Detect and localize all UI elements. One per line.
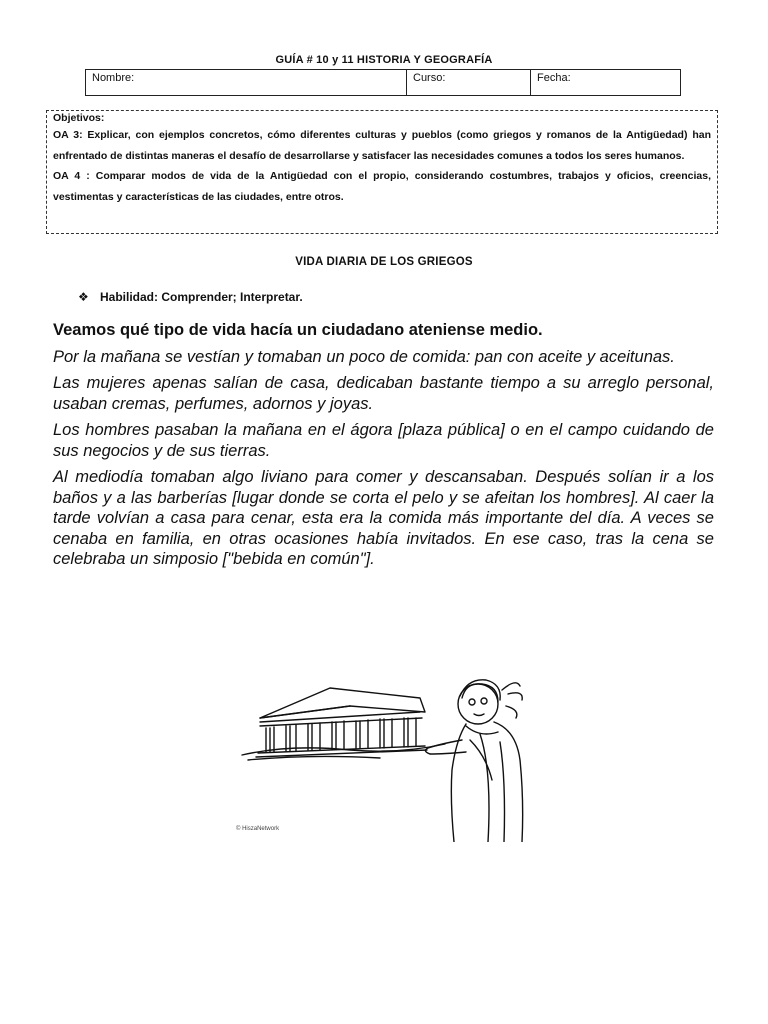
page-title: GUÍA # 10 y 11 HISTORIA Y GEOGRAFÍA xyxy=(275,54,493,66)
course-field[interactable]: Curso: xyxy=(406,70,530,95)
objective-oa4: OA 4 : Comparar modos de vida de la Antigüedad con el propio, considerando costumbres, trabajos y oficios, creencias, vestimentas y características de las ciudades, entre otros. xyxy=(53,170,711,203)
objective-oa3: OA 3: Explicar, con ejemplos concretos, cómo diferentes culturas y pueblos (como griegos y romanos de la Antigüedad) han enfrentado de distintas maneras el desafío de desarrollarse y satisfacer las necesidades comunes a todos los seres humanos. xyxy=(53,129,711,162)
diamond-bullet-icon: ❖ xyxy=(78,290,89,304)
section-title: VIDA DIARIA DE LOS GRIEGOS xyxy=(295,256,473,268)
date-field[interactable]: Fecha: xyxy=(530,70,680,95)
reading-paragraph: Las mujeres apenas salían de casa, dedicaban bastante tiempo a su arreglo personal, usaban cremas, perfumes, adornos y joyas. xyxy=(53,374,714,413)
objectives-heading: Objetivos: xyxy=(53,112,105,124)
student-info-table xyxy=(85,69,681,96)
objectives-box xyxy=(46,110,718,234)
image-copyright: © HiszaNetwork xyxy=(236,826,280,832)
reading-lead: Veamos qué tipo de vida hacía un ciudadano ateniense medio. xyxy=(53,321,543,339)
greek-temple-illustration xyxy=(230,660,550,842)
skill-line xyxy=(78,290,303,304)
reading-paragraph: Por la mañana se vestían y tomaban un poco de comida: pan con aceite y aceitunas. xyxy=(53,347,675,366)
skill-text: Habilidad: Comprender; Interpretar. xyxy=(100,290,303,304)
reading-paragraph: Al mediodía tomaban algo liviano para comer y descansaban. Después solían ir a los baños y a las barberías [lugar donde se corta el pelo y se afeitan los hombres]. Al caer la tarde volvían a casa para cenar, esta era la comida más importante del día. A veces se cenaba en familia, en otras ocasiones había invitados. En ese caso, tras la cena se celebraba un simposio ["bebida en común"]. xyxy=(53,468,714,568)
name-field[interactable]: Nombre: xyxy=(92,72,135,84)
reading-paragraph: Los hombres pasaban la mañana en el ágora [plaza pública] o en el campo cuidando de sus negocios y de sus tierras. xyxy=(53,421,714,460)
reading-text xyxy=(53,320,714,576)
